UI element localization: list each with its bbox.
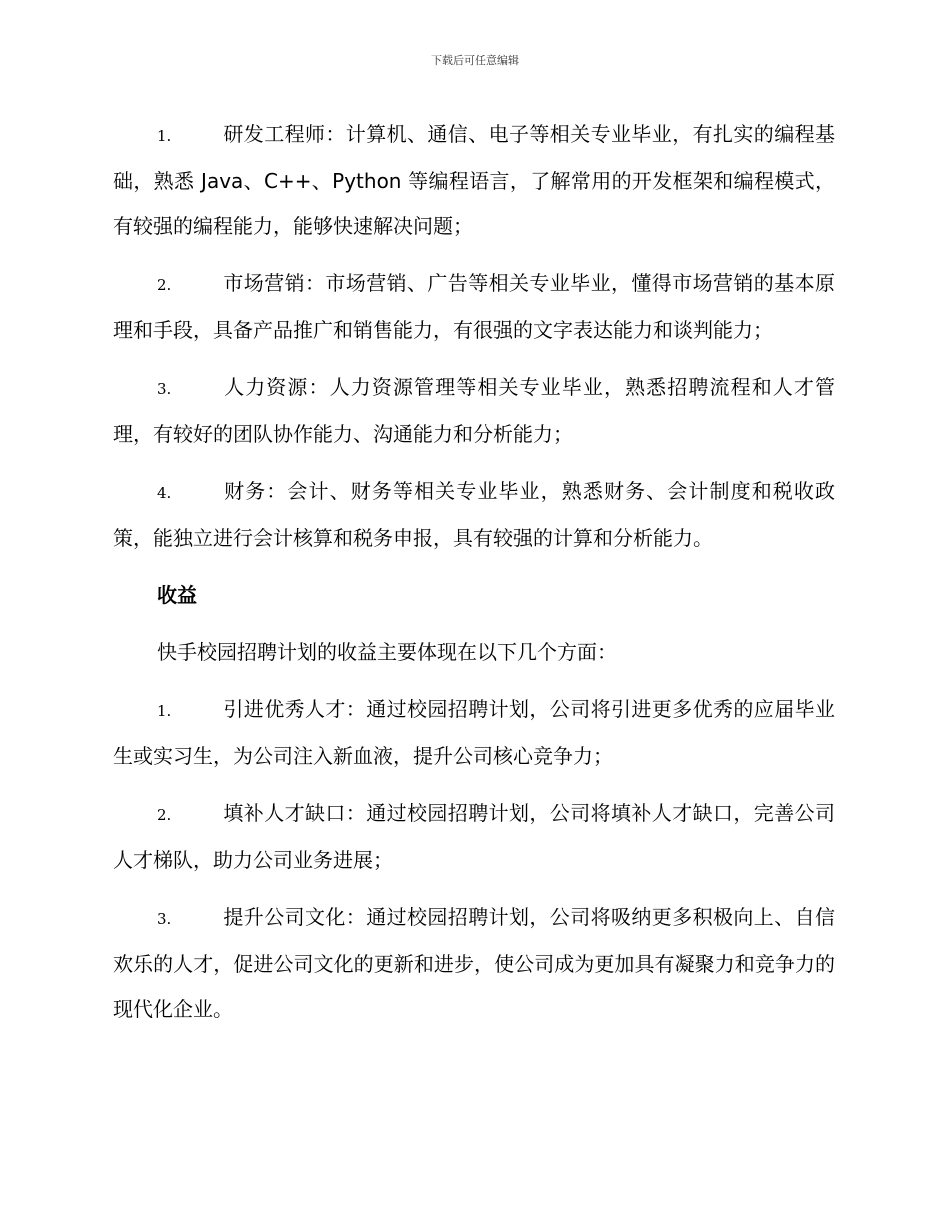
benefits-intro: 快手校园招聘计划的收益主要体现在以下几个方面： bbox=[157, 640, 617, 664]
list-item-benefit-1 bbox=[113, 687, 835, 779]
list-number: 2. bbox=[157, 276, 172, 294]
list-number: 3. bbox=[157, 380, 172, 398]
page-header: 下载后可任意编辑 bbox=[431, 54, 519, 67]
list-text: 研发工程师：计算机、通信、电子等相关专业毕业，有扎实的编程基础，熟悉 Java、C++、Python 等编程语言，了解常用的开发框架和编程模式，有较强的编程能力，能够快速解决问题； bbox=[113, 122, 835, 238]
list-number: 3. bbox=[157, 910, 172, 928]
list-item-benefit-2 bbox=[113, 791, 835, 883]
list-item-requirement-1 bbox=[113, 112, 835, 249]
list-item-requirement-2 bbox=[113, 261, 835, 353]
section-heading-benefits: 收益 bbox=[157, 583, 197, 607]
document-body bbox=[113, 112, 835, 1044]
list-number: 2. bbox=[157, 806, 172, 824]
list-number: 1. bbox=[157, 702, 172, 720]
list-item-requirement-4 bbox=[113, 469, 835, 561]
list-item-requirement-3 bbox=[113, 365, 835, 457]
list-text: 财务：会计、财务等相关专业毕业，熟悉财务、会计制度和税收政策，能独立进行会计核算和税务申报，具有较强的计算和分析能力。 bbox=[113, 479, 835, 550]
list-number: 1. bbox=[157, 127, 172, 145]
list-text: 人力资源：人力资源管理等相关专业毕业，熟悉招聘流程和人才管理，有较好的团队协作能力、沟通能力和分析能力； bbox=[113, 375, 835, 446]
list-item-benefit-3 bbox=[113, 895, 835, 1032]
list-text: 市场营销：市场营销、广告等相关专业毕业，懂得市场营销的基本原理和手段，具备产品推广和销售能力，有很强的文字表达能力和谈判能力； bbox=[113, 271, 835, 342]
list-text: 提升公司文化：通过校园招聘计划，公司将吸纳更多积极向上、自信欢乐的人才，促进公司文化的更新和进步，使公司成为更加具有凝聚力和竞争力的现代化企业。 bbox=[113, 905, 835, 1021]
list-text: 填补人才缺口：通过校园招聘计划，公司将填补人才缺口，完善公司人才梯队，助力公司业务进展； bbox=[113, 801, 835, 872]
list-text: 引进优秀人才：通过校园招聘计划，公司将引进更多优秀的应届毕业生或实习生，为公司注入新血液，提升公司核心竞争力； bbox=[113, 697, 835, 768]
list-number: 4. bbox=[157, 484, 172, 502]
